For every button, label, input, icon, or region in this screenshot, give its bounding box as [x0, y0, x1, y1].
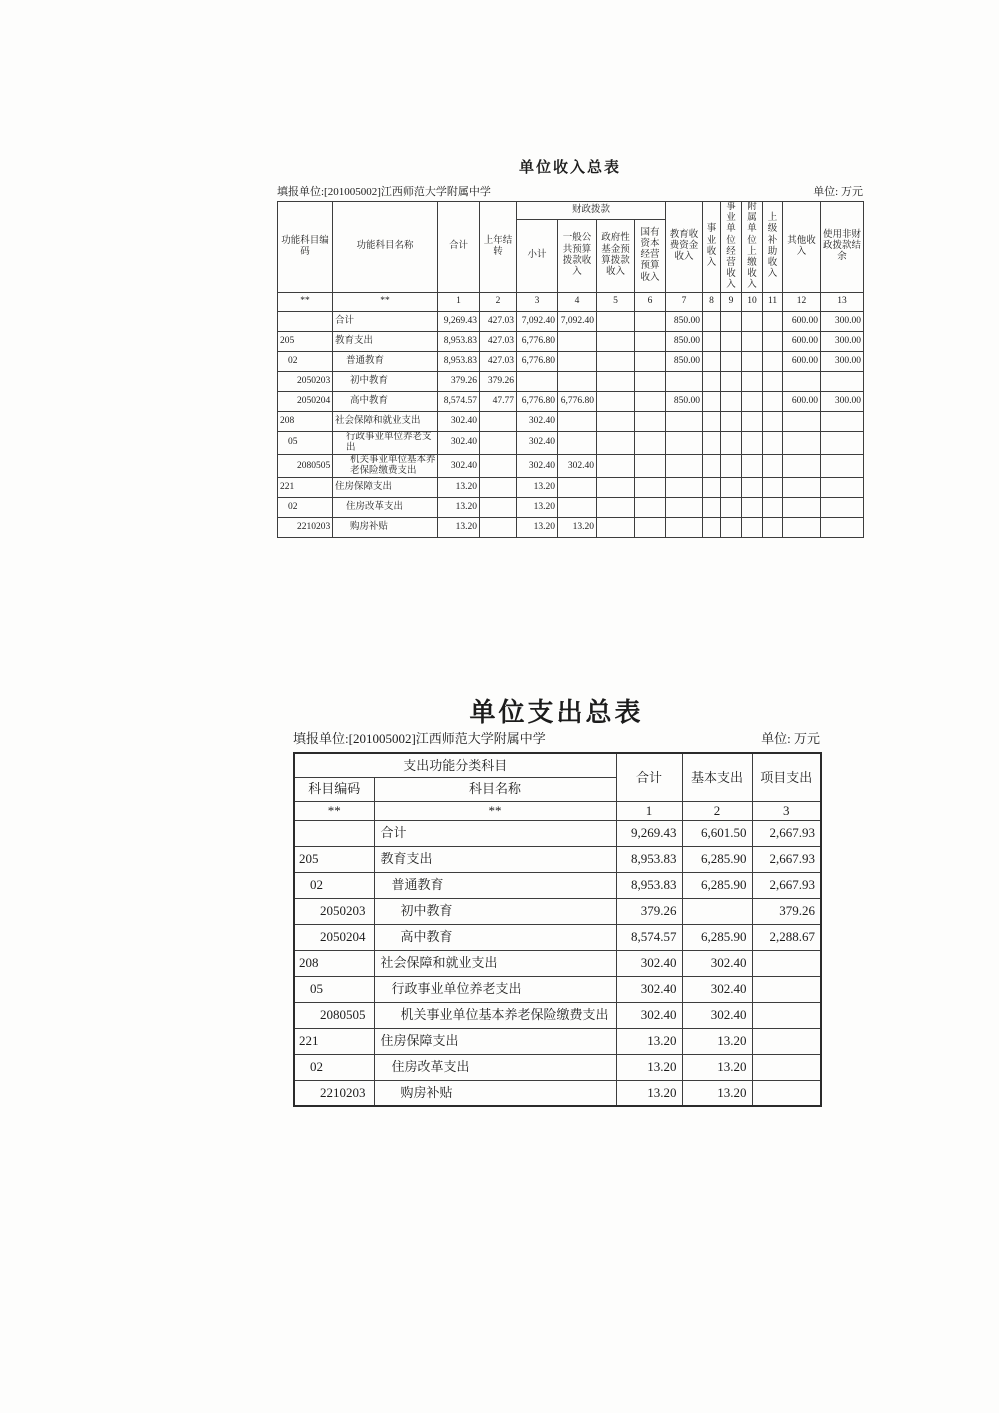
value-cell [597, 498, 635, 518]
subject-name-cell: 住房保障支出 [374, 1028, 616, 1054]
value-cell [703, 331, 721, 351]
column-number-cell: 7 [666, 292, 703, 311]
value-cell [763, 455, 783, 478]
value-cell [635, 391, 666, 411]
value-cell: 302.40 [558, 455, 597, 478]
subject-name-cell: 普通教育 [333, 351, 438, 371]
value-cell: 13.20 [517, 498, 558, 518]
table-row [294, 924, 821, 950]
expense-table-title: 单位支出总表 [469, 698, 644, 727]
column-number-cell: ** [294, 801, 374, 820]
value-cell: 6,285.90 [682, 872, 752, 898]
value-cell: 2,667.93 [752, 820, 821, 846]
subject-name-cell: 合计 [374, 820, 616, 846]
column-number-cell: 4 [558, 292, 597, 311]
subject-name-cell: 行政事业单位养老支出 [374, 976, 616, 1002]
subject-name-cell: 社会保障和就业支出 [333, 411, 438, 431]
income-table-title: 单位收入总表 [518, 160, 621, 176]
value-cell: 13.20 [517, 478, 558, 498]
table-row [278, 391, 864, 411]
table-row [278, 371, 864, 391]
subject-code-cell: 02 [294, 1054, 374, 1080]
column-number-cell: 9 [721, 292, 742, 311]
column-number-cell: 13 [821, 292, 864, 311]
value-cell: 302.40 [438, 411, 480, 431]
value-cell [635, 331, 666, 351]
value-cell [721, 455, 742, 478]
value-cell [742, 351, 763, 371]
value-cell [480, 478, 517, 498]
table-row [294, 1002, 821, 1028]
value-cell: 8,953.83 [616, 846, 682, 872]
value-cell [821, 498, 864, 518]
value-cell [597, 391, 635, 411]
value-cell [721, 331, 742, 351]
value-cell [666, 431, 703, 454]
col-header-total: 合计 [438, 202, 480, 293]
subject-name-cell: 住房改革支出 [333, 498, 438, 518]
value-cell: 13.20 [558, 518, 597, 538]
value-cell: 13.20 [438, 498, 480, 518]
expense-table [293, 752, 822, 1107]
subject-name-cell: 高中教育 [333, 391, 438, 411]
column-number-cell: 1 [616, 801, 682, 820]
subject-code-cell: 2080505 [294, 1002, 374, 1028]
value-cell [558, 351, 597, 371]
value-cell: 8,953.83 [616, 872, 682, 898]
col-header-function-name: 功能科目名称 [333, 202, 438, 293]
value-cell: 7,092.40 [517, 311, 558, 331]
table-row [278, 411, 864, 431]
subject-name-cell: 普通教育 [374, 872, 616, 898]
col-header-nonfiscal-balance: 使用非财政拨款结余 [821, 202, 864, 293]
subject-code-cell: 221 [278, 478, 333, 498]
value-cell: 302.40 [616, 976, 682, 1002]
value-cell [635, 351, 666, 371]
value-cell [742, 518, 763, 538]
subject-code-cell: 2210203 [278, 518, 333, 538]
value-cell [752, 1028, 821, 1054]
col-header-business-income: 事业收入 [703, 202, 721, 293]
col-header-expense-function-group: 支出功能分类科目 [294, 753, 616, 777]
value-cell: 47.77 [480, 391, 517, 411]
value-cell [821, 431, 864, 454]
expense-table-meta [293, 728, 820, 747]
table-row [294, 1028, 821, 1054]
value-cell [721, 478, 742, 498]
table-row [294, 872, 821, 898]
value-cell [703, 391, 721, 411]
value-cell: 302.40 [438, 431, 480, 454]
value-cell: 13.20 [682, 1054, 752, 1080]
value-cell [721, 518, 742, 538]
value-cell [703, 455, 721, 478]
value-cell [742, 478, 763, 498]
value-cell [517, 371, 558, 391]
value-cell [682, 898, 752, 924]
value-cell [635, 478, 666, 498]
value-cell: 8,953.83 [438, 331, 480, 351]
value-cell: 6,601.50 [682, 820, 752, 846]
income-reporting-unit: 填报单位:[201005002]江西师范大学附属中学 [277, 186, 491, 198]
column-number-cell: 5 [597, 292, 635, 311]
value-cell [763, 518, 783, 538]
subject-code-cell: 02 [278, 498, 333, 518]
value-cell [721, 431, 742, 454]
value-cell [635, 455, 666, 478]
value-cell: 302.40 [517, 455, 558, 478]
col-header-fiscal-appropriation-group: 财政拨款 [517, 202, 666, 220]
value-cell: 302.40 [616, 950, 682, 976]
value-cell: 600.00 [783, 391, 821, 411]
income-table [277, 201, 864, 538]
value-cell [763, 431, 783, 454]
col-header-project-expense: 项目支出 [752, 753, 821, 801]
value-cell [703, 411, 721, 431]
value-cell: 13.20 [616, 1028, 682, 1054]
table-row [278, 351, 864, 371]
column-number-cell: 1 [438, 292, 480, 311]
value-cell: 8,574.57 [438, 391, 480, 411]
value-cell [742, 391, 763, 411]
table-row [294, 820, 821, 846]
table-row [294, 950, 821, 976]
value-cell: 13.20 [438, 478, 480, 498]
subject-code-cell: 2080505 [278, 455, 333, 478]
value-cell [752, 1080, 821, 1106]
value-cell: 379.26 [438, 371, 480, 391]
value-cell [703, 478, 721, 498]
table-row [278, 431, 864, 454]
col-header-carryover: 上年结转 [480, 202, 517, 293]
value-cell [597, 518, 635, 538]
value-cell [763, 478, 783, 498]
value-cell [703, 518, 721, 538]
subject-code-cell: 2050203 [278, 371, 333, 391]
subject-name-cell: 机关事业单位基本养老保险缴费支出 [374, 1002, 616, 1028]
value-cell [752, 1002, 821, 1028]
value-cell [666, 455, 703, 478]
table-row [278, 478, 864, 498]
subject-code-cell [294, 820, 374, 846]
value-cell: 302.40 [517, 411, 558, 431]
value-cell: 6,285.90 [682, 846, 752, 872]
table-row [294, 1080, 821, 1106]
col-header-other-income: 其他收入 [783, 202, 821, 293]
value-cell [597, 478, 635, 498]
subject-name-cell: 社会保障和就业支出 [374, 950, 616, 976]
value-cell [763, 351, 783, 371]
table-row [278, 518, 864, 538]
col-header-subject-code: 科目编码 [294, 777, 374, 801]
subject-code-cell: 2210203 [294, 1080, 374, 1106]
value-cell: 850.00 [666, 331, 703, 351]
subject-name-cell: 行政事业单位养老支出 [333, 431, 438, 454]
value-cell [821, 518, 864, 538]
column-number-cell: 2 [682, 801, 752, 820]
value-cell: 13.20 [517, 518, 558, 538]
subject-code-cell: 05 [278, 431, 333, 454]
value-cell: 850.00 [666, 351, 703, 371]
value-cell [703, 371, 721, 391]
column-number-cell: 8 [703, 292, 721, 311]
col-header-total: 合计 [616, 753, 682, 801]
col-header-superior-subsidy-income: 上级补助收入 [763, 202, 783, 293]
value-cell [558, 478, 597, 498]
value-cell [783, 478, 821, 498]
value-cell: 6,285.90 [682, 924, 752, 950]
subject-code-cell: 2050204 [294, 924, 374, 950]
value-cell [821, 478, 864, 498]
subject-name-cell: 住房保障支出 [333, 478, 438, 498]
value-cell [783, 455, 821, 478]
subject-code-cell: 02 [278, 351, 333, 371]
value-cell [597, 431, 635, 454]
value-cell: 6,776.80 [517, 331, 558, 351]
value-cell [721, 391, 742, 411]
value-cell [742, 431, 763, 454]
value-cell: 13.20 [438, 518, 480, 538]
value-cell [558, 331, 597, 351]
value-cell [752, 976, 821, 1002]
value-cell [480, 411, 517, 431]
column-number-row [278, 292, 864, 311]
value-cell [703, 311, 721, 331]
value-cell: 379.26 [616, 898, 682, 924]
value-cell: 6,776.80 [558, 391, 597, 411]
value-cell [742, 311, 763, 331]
table-row [294, 976, 821, 1002]
subject-code-cell: 205 [278, 331, 333, 351]
value-cell [635, 311, 666, 331]
col-header-government-fund-budget: 政府性基金预算拨款收入 [597, 219, 635, 292]
value-cell [635, 431, 666, 454]
col-header-affiliate-income: 附属单位上缴收入 [742, 202, 763, 293]
value-cell: 302.40 [682, 1002, 752, 1028]
value-cell: 850.00 [666, 391, 703, 411]
value-cell: 300.00 [821, 351, 864, 371]
value-cell [752, 950, 821, 976]
value-cell: 2,667.93 [752, 846, 821, 872]
column-number-cell: ** [333, 292, 438, 311]
subject-name-cell: 购房补贴 [333, 518, 438, 538]
subject-code-cell: 205 [294, 846, 374, 872]
value-cell [721, 311, 742, 331]
expense-header-row-1 [294, 753, 821, 777]
value-cell: 427.03 [480, 311, 517, 331]
col-header-function-code: 功能科目编码 [278, 202, 333, 293]
value-cell: 7,092.40 [558, 311, 597, 331]
value-cell: 600.00 [783, 351, 821, 371]
value-cell: 8,953.83 [438, 351, 480, 371]
value-cell: 379.26 [752, 898, 821, 924]
value-cell [480, 498, 517, 518]
value-cell [635, 498, 666, 518]
value-cell: 379.26 [480, 371, 517, 391]
subject-name-cell: 初中教育 [333, 371, 438, 391]
value-cell: 850.00 [666, 311, 703, 331]
value-cell [666, 371, 703, 391]
value-cell [821, 371, 864, 391]
subject-code-cell: 2050204 [278, 391, 333, 411]
value-cell: 427.03 [480, 351, 517, 371]
value-cell [742, 411, 763, 431]
value-cell [635, 371, 666, 391]
subject-name-cell: 购房补贴 [374, 1080, 616, 1106]
subject-name-cell: 机关事业单位基本养老保险缴费支出 [333, 455, 438, 478]
subject-name-cell: 合计 [333, 311, 438, 331]
col-header-education-fee-income: 教育收费资金收入 [666, 202, 703, 293]
value-cell [666, 478, 703, 498]
value-cell [763, 498, 783, 518]
col-header-operation-income: 事业单位经营收入 [721, 202, 742, 293]
column-number-cell: ** [374, 801, 616, 820]
column-number-cell: 11 [763, 292, 783, 311]
value-cell [635, 411, 666, 431]
value-cell [783, 431, 821, 454]
value-cell [783, 518, 821, 538]
income-header-row-1 [278, 202, 864, 220]
table-row [294, 1054, 821, 1080]
value-cell [763, 391, 783, 411]
column-number-cell: 6 [635, 292, 666, 311]
value-cell: 2,288.67 [752, 924, 821, 950]
value-cell [558, 411, 597, 431]
income-unit-label: 单位: 万元 [813, 186, 863, 198]
value-cell: 2,667.93 [752, 872, 821, 898]
value-cell [703, 431, 721, 454]
value-cell: 6,776.80 [517, 391, 558, 411]
subject-name-cell: 住房改革支出 [374, 1054, 616, 1080]
value-cell [763, 411, 783, 431]
value-cell [821, 455, 864, 478]
column-number-cell: ** [278, 292, 333, 311]
value-cell: 9,269.43 [438, 311, 480, 331]
value-cell [597, 351, 635, 371]
table-row [278, 311, 864, 331]
col-header-state-capital-budget: 国有资本经营预算收入 [635, 219, 666, 292]
value-cell: 600.00 [783, 311, 821, 331]
col-header-subject-name: 科目名称 [374, 777, 616, 801]
value-cell [783, 371, 821, 391]
column-number-cell: 10 [742, 292, 763, 311]
value-cell [742, 331, 763, 351]
value-cell: 427.03 [480, 331, 517, 351]
value-cell [763, 311, 783, 331]
value-cell [597, 455, 635, 478]
value-cell: 300.00 [821, 311, 864, 331]
expense-unit-label: 单位: 万元 [761, 731, 820, 746]
col-header-basic-expense: 基本支出 [682, 753, 752, 801]
table-row [278, 498, 864, 518]
value-cell [742, 371, 763, 391]
subject-name-cell: 初中教育 [374, 898, 616, 924]
value-cell [821, 411, 864, 431]
value-cell: 302.40 [616, 1002, 682, 1028]
value-cell [783, 411, 821, 431]
column-number-cell: 3 [752, 801, 821, 820]
column-number-cell: 12 [783, 292, 821, 311]
table-row [294, 898, 821, 924]
value-cell [703, 498, 721, 518]
value-cell [597, 411, 635, 431]
value-cell [703, 351, 721, 371]
value-cell [666, 411, 703, 431]
col-header-general-public-budget: 一般公共预算拨款收入 [558, 219, 597, 292]
subject-code-cell: 208 [278, 411, 333, 431]
value-cell [558, 371, 597, 391]
value-cell [666, 518, 703, 538]
value-cell [480, 455, 517, 478]
table-row [278, 455, 864, 478]
column-number-cell: 2 [480, 292, 517, 311]
value-cell [721, 498, 742, 518]
value-cell: 6,776.80 [517, 351, 558, 371]
value-cell [763, 371, 783, 391]
value-cell [558, 498, 597, 518]
value-cell: 600.00 [783, 331, 821, 351]
value-cell [558, 431, 597, 454]
value-cell: 13.20 [616, 1054, 682, 1080]
value-cell [742, 498, 763, 518]
value-cell [666, 498, 703, 518]
value-cell: 302.40 [517, 431, 558, 454]
value-cell [752, 1054, 821, 1080]
value-cell: 302.40 [682, 950, 752, 976]
income-table-meta [277, 183, 863, 199]
subject-name-cell: 高中教育 [374, 924, 616, 950]
value-cell [783, 498, 821, 518]
value-cell [597, 371, 635, 391]
value-cell [721, 371, 742, 391]
subject-code-cell: 2050203 [294, 898, 374, 924]
value-cell [635, 518, 666, 538]
column-number-cell: 3 [517, 292, 558, 311]
subject-code-cell [278, 311, 333, 331]
value-cell: 13.20 [616, 1080, 682, 1106]
col-header-fiscal-subtotal: 小计 [517, 219, 558, 292]
value-cell: 13.20 [682, 1080, 752, 1106]
subject-code-cell: 221 [294, 1028, 374, 1054]
subject-name-cell: 教育支出 [374, 846, 616, 872]
value-cell: 300.00 [821, 391, 864, 411]
value-cell [742, 455, 763, 478]
subject-name-cell: 教育支出 [333, 331, 438, 351]
table-row [294, 846, 821, 872]
value-cell [480, 518, 517, 538]
value-cell [721, 351, 742, 371]
subject-code-cell: 02 [294, 872, 374, 898]
value-cell [721, 411, 742, 431]
value-cell: 300.00 [821, 331, 864, 351]
subject-code-cell: 208 [294, 950, 374, 976]
expense-reporting-unit: 填报单位:[201005002]江西师范大学附属中学 [293, 731, 546, 746]
value-cell [597, 311, 635, 331]
value-cell [763, 331, 783, 351]
column-number-row [294, 801, 821, 820]
value-cell: 9,269.43 [616, 820, 682, 846]
value-cell [480, 431, 517, 454]
subject-code-cell: 05 [294, 976, 374, 1002]
value-cell [597, 331, 635, 351]
value-cell: 302.40 [682, 976, 752, 1002]
value-cell: 13.20 [682, 1028, 752, 1054]
value-cell: 302.40 [438, 455, 480, 478]
value-cell: 8,574.57 [616, 924, 682, 950]
table-row [278, 331, 864, 351]
